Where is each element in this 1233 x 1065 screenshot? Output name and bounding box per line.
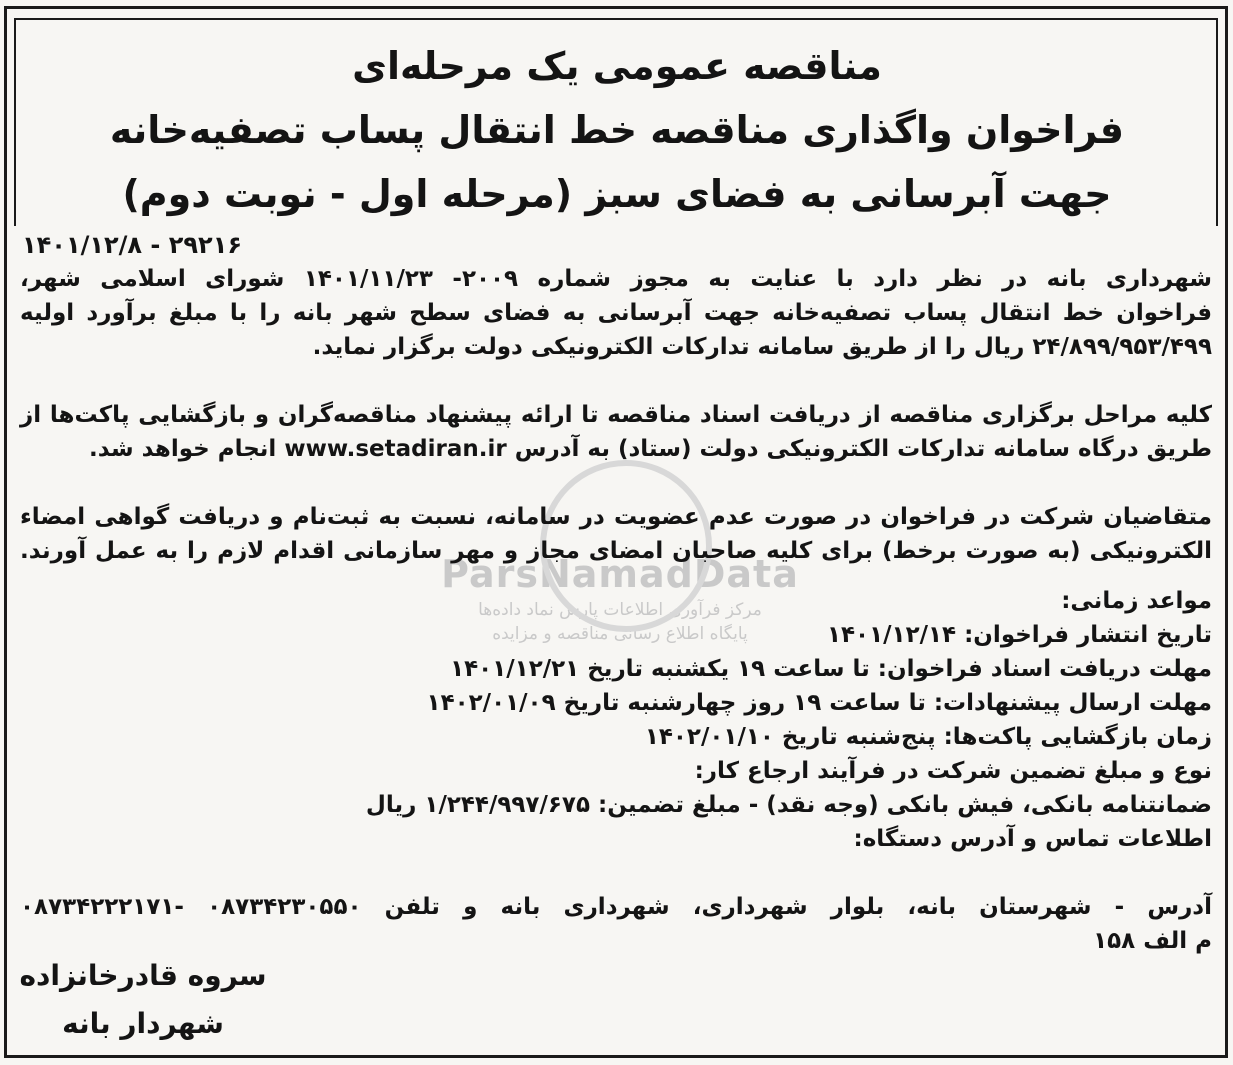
contact-heading: اطلاعات تماس و آدرس دستگاه: <box>853 826 1212 852</box>
guarantee-heading: نوع و مبلغ تضمین شرکت در فرآیند ارجاع کار: <box>694 758 1212 784</box>
schedule-item: مهلت دریافت اسناد فراخوان: تا ساعت ۱۹ یکشنبه تاریخ ۱۴۰۱/۱۲/۲۱ <box>450 656 1212 682</box>
body-line: متقاضیان شرکت در فراخوان در صورت عدم عضویت در سامانه، نسبت به ثبت‌نام و دریافت گواهی امضاء <box>20 504 1212 530</box>
watermark-brand: ParsNamadData <box>441 552 799 596</box>
body-line: کلیه مراحل برگزاری مناقصه از دریافت اسناد مناقصه تا ارائه پیشنهاد مناقصه‌گران و بازگشایی پاکت‌ها از <box>20 402 1212 428</box>
schedule-item: مهلت ارسال پیشنهادات: تا ساعت ۱۹ روز چهارشنبه تاریخ ۱۴۰۲/۰۱/۰۹ <box>426 690 1212 716</box>
schedule-heading: مواعد زمانی: <box>1061 588 1212 614</box>
body-text: طریق درگاه سامانه تدارکات الکترونیکی دولت (ستاد) به آدرس <box>514 436 1212 462</box>
watermark-line-1: مرکز فرآوری اطلاعات پارس نماد داده‌ها <box>478 600 762 620</box>
title-line-1: مناقصه عمومی یک مرحله‌ای <box>352 44 882 88</box>
signatory-name: سروه قادرخانزاده <box>19 959 267 992</box>
body-paragraph-1-end <box>20 330 1212 364</box>
body-line: فراخوان خط انتقال پساب تصفیه‌خانه جهت آبرسانی به فضای سطح شهر بانه را با مبلغ برآورد اولیه <box>20 300 1212 326</box>
notice-title <box>24 34 1210 226</box>
body-line: ۲۴/۸۹۹/۹۵۳/۴۹۹ ریال را از طریق سامانه تدارکات الکترونیکی دولت برگزار نماید. <box>312 334 1212 360</box>
body-line: الکترونیکی (به صورت برخط) برای کلیه صاحبان امضای مجاز و مهر سازمانی اقدام لازم را به عمل آورند. <box>20 538 1212 564</box>
title-line-3: جهت آبرسانی به فضای سبز (مرحله اول - نوبت دوم) <box>122 172 1112 216</box>
contact-address-line: آدرس - شهرستان بانه، بلوار شهرداری، شهرداری بانه و تلفن ۰۸۷۳۴۲۳۰۵۵۰ -۰۸۷۳۴۲۲۲۱۷۱ <box>20 894 1212 920</box>
watermark-line-2: پایگاه اطلاع رسانی مناقصه و مزایده <box>492 624 748 644</box>
signature-block <box>18 952 268 1048</box>
setadiran-link[interactable]: www.setadiran.ir <box>284 436 507 462</box>
body-paragraph-2-end <box>20 432 1212 466</box>
body-line <box>20 432 1212 466</box>
guarantee-item: ضمانتنامه بانکی، فیش بانکی (وجه نقد) - مبلغ تضمین: ۱/۲۴۴/۹۹۷/۶۷۵ ریال <box>365 792 1212 818</box>
reference-number: ۲۹۲۱۶ - ۱۴۰۱/۱۲/۸ <box>22 231 242 259</box>
body-paragraph-2 <box>20 398 1212 432</box>
contact-code-line: م الف ۱۵۸ <box>1093 928 1212 954</box>
title-line-2: فراخوان واگذاری مناقصه خط انتقال پساب تصفیه‌خانه <box>109 108 1125 152</box>
contact-address <box>20 890 1212 924</box>
signatory-position: شهردار بانه <box>62 1007 224 1040</box>
schedule-item: زمان بازگشایی پاکت‌ها: پنج‌شنبه تاریخ ۱۴۰۲/۰۱/۱۰ <box>644 724 1212 750</box>
body-text: انجام خواهد شد. <box>88 436 277 462</box>
schedule-section <box>20 584 1212 754</box>
body-line: شهرداری بانه در نظر دارد با عنایت به مجوز شماره ۲۰۰۹- ۱۴۰۱/۱۱/۲۳ شورای اسلامی شهر، <box>20 266 1212 292</box>
contact-section <box>20 822 1212 856</box>
guarantee-section <box>20 754 1212 822</box>
body-paragraph-3 <box>20 500 1212 568</box>
schedule-item: تاریخ انتشار فراخوان: ۱۴۰۱/۱۲/۱۴ <box>826 622 1212 648</box>
body-paragraph-1 <box>20 262 1212 330</box>
